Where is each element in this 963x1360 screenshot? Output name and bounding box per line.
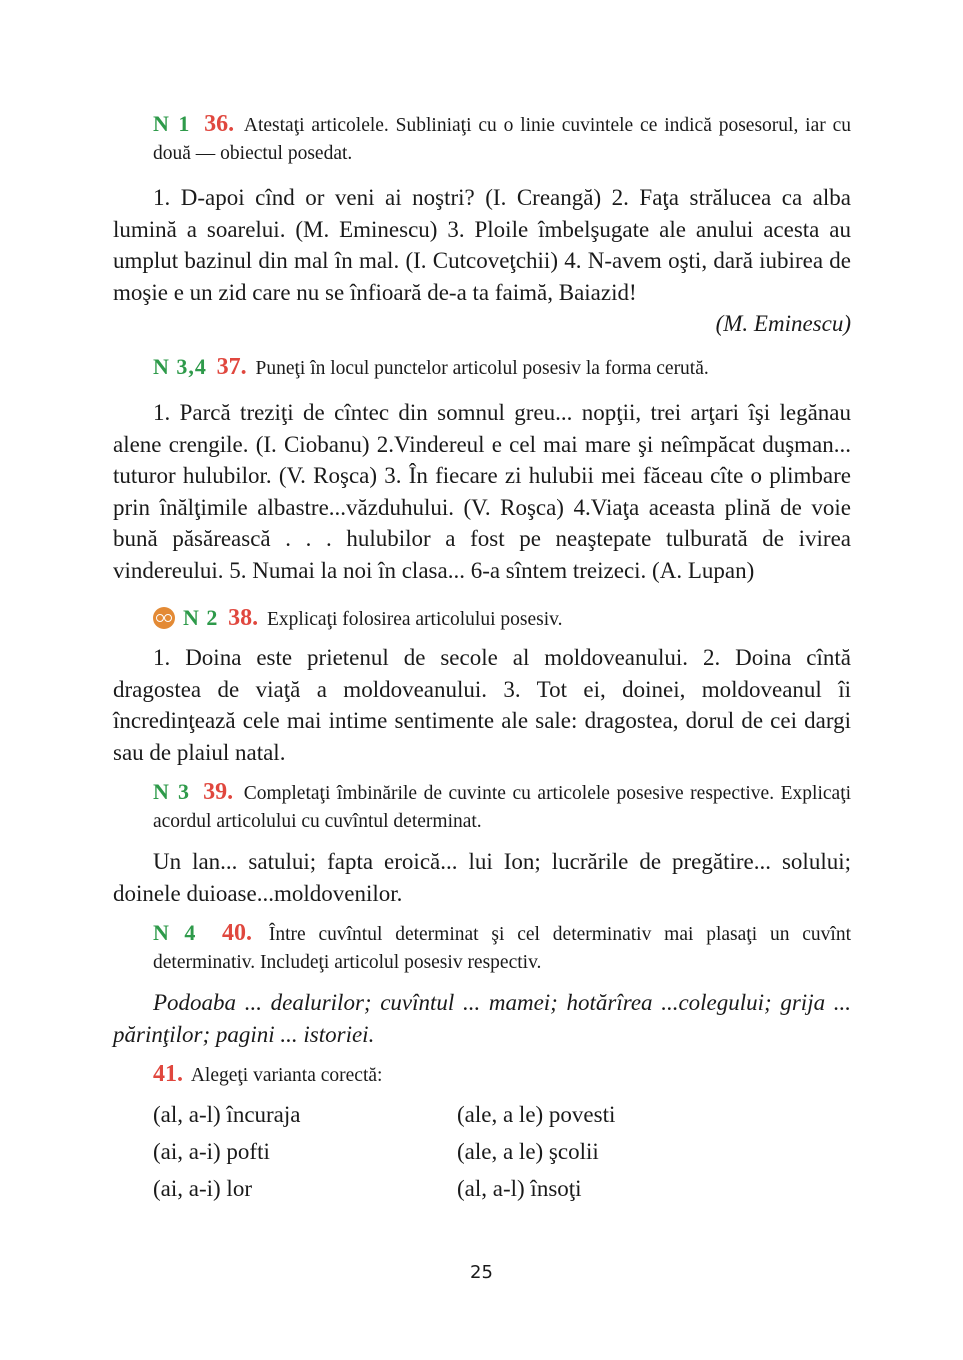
option-item: (ai, a-i) lor	[153, 1176, 252, 1201]
exercise-39-heading	[113, 778, 851, 836]
textbook-page	[113, 110, 851, 1207]
exercise-41-options	[153, 1096, 891, 1207]
exercise-number: 41.	[153, 1061, 183, 1087]
difficulty-level: N 4	[153, 920, 197, 945]
option-row	[153, 1170, 891, 1207]
option-row	[153, 1096, 891, 1133]
exercise-37-heading	[113, 353, 851, 383]
exercise-instruction: Alegeţi varianta corectă:	[190, 1065, 383, 1086]
exercise-36-heading	[113, 110, 851, 168]
page-number: 25	[470, 1262, 493, 1283]
exercise-instruction: Atestaţi articolele. Subliniaţi cu o linie cuvintele ce indică posesorul, iar cu două — obiectul posedat.	[153, 115, 851, 164]
difficulty-level: N 1	[153, 111, 191, 136]
exercise-number: 38.	[228, 605, 259, 631]
exercise-41-heading	[113, 1060, 851, 1090]
exercise-39-text: Un lan... satului; fapta eroică... lui Ion; lucrările de pregătire... solului; doinele duioase...moldovenilor.	[113, 849, 851, 906]
option-item: (al, a-l) încuraja	[153, 1102, 301, 1127]
exercise-number: 36.	[204, 111, 235, 137]
option-item: (ale, a le) povesti	[457, 1102, 616, 1127]
exercise-instruction: Puneţi în locul punctelor articolul posesiv la forma cerută.	[255, 358, 709, 379]
difficulty-level: N 2	[183, 605, 219, 630]
exercise-38-heading	[113, 604, 851, 634]
exercise-37-text: 1. Parcă treziţi de cîntec din somnul greu... nopţii, trei arţari îşi legănau alene crengile. (I. Ciobanu) 2.Vindereul e cel mai mare şi neîmpăcat duşman... tuturor hulubilor. (V. Roşca) 3. În fiecare zi hulubii mei făceau cîte o plimbare prin înălţimile albastre...văzduhului. (V. Roşca) 4.Viaţa aceasta plină de voie bună păsărească . . . hulubilor a fost pe neaştepate tulburată de ivirea vindereului. 5. Numai la noi în clasa... 6-a sîntem treizeci. (A. Lupan)	[113, 400, 851, 583]
exercise-38-text: 1. Doina este prietenul de secole al moldoveanului. 2. Doina cîntă dragostea de viaţă a moldoveanului. 3. Tot ei, doinei, moldoveanul îi încredinţează cele mai intime sentimente ale sale: dragostea, dorul de cei dargi sau de plaiul natal.	[113, 645, 851, 765]
option-item: (ai, a-i) pofti	[153, 1139, 270, 1164]
exercise-instruction: Completaţi îmbinările de cuvinte cu articolele posesive respective. Explicaţi acordul articolului cu cuvîntul determinat.	[153, 783, 852, 832]
pair-work-icon	[153, 607, 175, 629]
exercise-40-text: Podoaba ... dealurilor; cuvîntul ... mamei; hotărîrea ...colegului; grija ... părinţilor; pagini ... istoriei.	[113, 990, 851, 1047]
difficulty-level: N 3	[153, 779, 191, 804]
exercise-number: 40.	[222, 920, 252, 946]
exercise-instruction: Explicaţi folosirea articolului posesiv.	[267, 609, 563, 630]
option-item: (ale, a le) şcolii	[457, 1139, 599, 1164]
option-item: (al, a-l) însoţi	[457, 1176, 582, 1201]
exercise-instruction: Între cuvîntul determinat şi cel determinativ mai plasaţi un cuvînt determinativ. Includeţi articolul posesiv respectiv.	[153, 924, 852, 973]
exercise-40-heading	[113, 919, 851, 977]
exercise-36-text: 1. D-apoi cînd or veni ai noştri? (I. Creangă) 2. Faţa strălucea ca alba lumină a soarelui. (M. Eminescu) 3. Ploile îmbelşugate ale anului acesta au umplut bazinul din mal în mal. (I. Cutcoveţchii) 4. N-avem oşti, dară iubirea de moşie e un zid care nu se înfioară de-a ta faimă, Baiazid!	[113, 185, 851, 305]
exercise-number: 37.	[216, 354, 247, 380]
exercise-number: 39.	[203, 779, 234, 805]
difficulty-level: N 3,4	[153, 354, 207, 379]
exercise-36-source: (M. Eminescu)	[715, 311, 851, 336]
option-row	[153, 1133, 891, 1170]
